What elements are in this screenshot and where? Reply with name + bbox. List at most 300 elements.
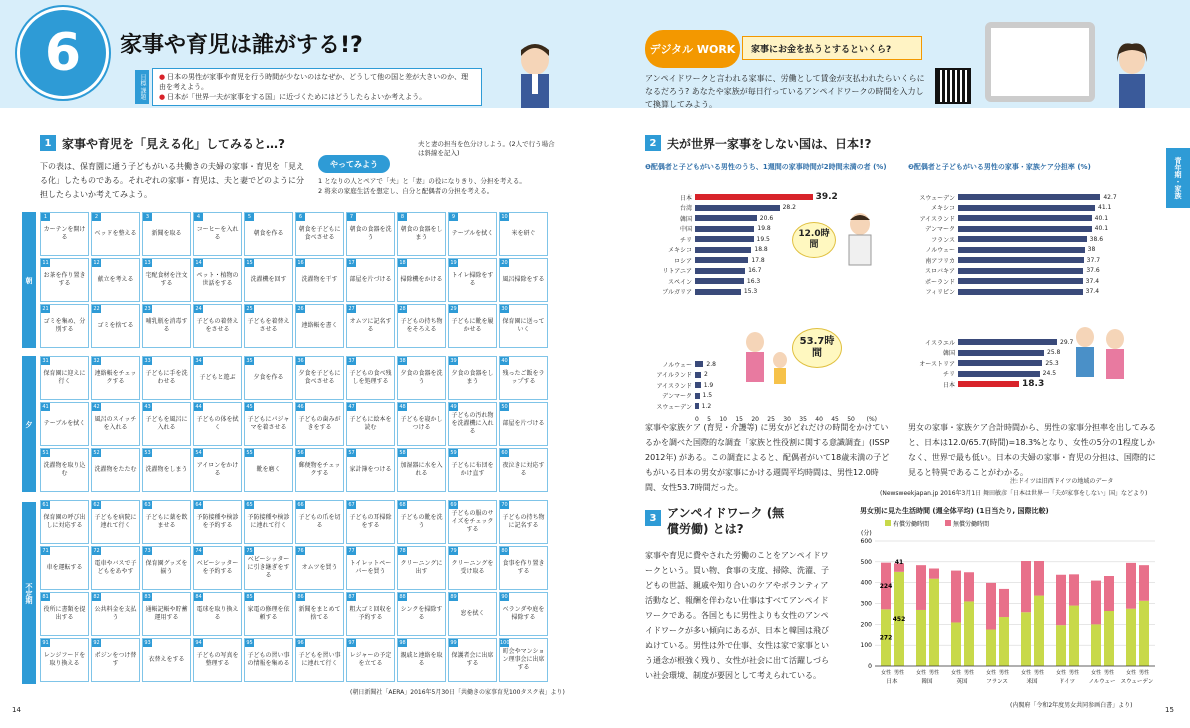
task-number: 37 [348, 358, 355, 364]
task-label: 子どもの歯みがきをする [298, 416, 341, 431]
bar [958, 381, 1019, 387]
paid-work-bar [1069, 606, 1079, 666]
task-cell [397, 212, 446, 256]
task-label: 保育園に迎えに行く [43, 370, 86, 385]
task-cell [142, 592, 191, 636]
task-cell [499, 500, 548, 544]
section-2-body-left: 家事や家族ケア (育児・介護等) に男女がどれだけの時間をかけているかを調べた国際的な調査「家族と性役割に関する意識調査」(ISSP 2012年) がある。この調査によると、配偶者がいて18歳未満の子どもがいる日本の男女が家事にかける週間平均時間は、男性12.0時間、女性53.7時間だった。 [645, 423, 890, 492]
bar [958, 215, 1092, 221]
task-label: 子どもの着替えをさせる [196, 318, 239, 333]
task-grid [40, 212, 553, 684]
task-cell [499, 212, 548, 256]
data-value-label: 272 [879, 634, 893, 642]
task-cell [142, 258, 191, 302]
sex-label: 女性 [1055, 670, 1067, 676]
bar-category-label: メキシコ [668, 247, 692, 255]
bar-category-label: チリ [942, 371, 955, 379]
task-label: 連絡帳を書く [301, 322, 338, 329]
task-number: 77 [348, 548, 355, 554]
sex-label: 男性 [1103, 670, 1115, 676]
goal-item: ● 日本が「世界一夫が家事をする国」に近づくためにはどうしたらよいか考えよう。 [159, 93, 427, 101]
task-label: 朝食を作る [253, 230, 284, 237]
task-label: 加湿器に水を入れる [400, 462, 443, 477]
task-cell [40, 356, 89, 400]
task-cell [40, 212, 89, 256]
task-cell [397, 546, 446, 590]
bar [958, 278, 1083, 284]
task-number: 88 [399, 594, 406, 600]
task-cell [448, 546, 497, 590]
task-number: 84 [195, 594, 202, 600]
task-cell [499, 638, 548, 682]
task-label: シンクを掃除する [400, 606, 443, 621]
task-label: 夕食の食器を洗う [400, 370, 443, 385]
data-value-label: 452 [892, 615, 906, 623]
bar [958, 257, 1084, 263]
task-cell [91, 402, 140, 446]
task-label: 子どもの汚れ物を洗濯機に入れる [451, 412, 494, 435]
task-cell [346, 402, 395, 446]
task-number: 11 [42, 260, 49, 266]
task-number: 57 [348, 450, 355, 456]
task-row [40, 592, 553, 636]
data-value-label: 41 [894, 559, 904, 567]
task-number: 10 [501, 214, 508, 220]
task-number: 54 [195, 450, 202, 456]
sex-label: 女性 [1020, 670, 1032, 676]
task-cell [346, 592, 395, 636]
task-cell [448, 448, 497, 492]
goal-tag: 目標 課題 [135, 70, 149, 104]
task-label: レンジフードを取り換える [43, 652, 86, 667]
bar [695, 268, 745, 274]
task-cell [40, 304, 89, 348]
task-label: 子どもの習い事の情報を集める [247, 652, 290, 667]
man-cooking-icon [835, 210, 885, 270]
task-label: 子どもに薬を飲ませる [145, 514, 188, 529]
bar-value-label: 37.4 [1085, 277, 1100, 285]
sex-label: 男性 [1138, 670, 1150, 676]
bar-row [908, 287, 1138, 298]
bar-value-label: 1.2 [701, 402, 712, 410]
bar-category-label: 韓国 [679, 215, 692, 223]
task-cell [295, 500, 344, 544]
task-label: 食事を作り置きする [502, 560, 545, 575]
task-label: 子どもの靴を洗う [400, 514, 443, 529]
task-label: テーブルを拭く [451, 230, 494, 237]
task-label: 窓を拭く [460, 610, 485, 617]
x-tick-label: 30 [783, 415, 791, 423]
task-cell [295, 356, 344, 400]
task-label: 献立を考える [97, 276, 134, 283]
task-cell [142, 546, 191, 590]
side-tab: 青年期・家族 [1166, 148, 1190, 208]
bar-value-label: 37.4 [1085, 288, 1100, 296]
task-label: ペット・植物の世話をする [196, 272, 239, 287]
task-label: 保育園グッズを揃う [145, 560, 188, 575]
sex-label: 女性 [985, 670, 997, 676]
task-number: 24 [195, 306, 202, 312]
task-cell [397, 638, 446, 682]
task-number: 50 [501, 404, 508, 410]
task-label: トイレ掃除をする [451, 272, 494, 287]
task-cell [295, 592, 344, 636]
task-label: 朝食を子どもに食べさせる [298, 226, 341, 241]
task-number: 30 [501, 306, 508, 312]
task-label: 保育園の呼び出しに対応する [43, 514, 86, 529]
x-axis-unit: (%) [866, 415, 877, 423]
x-tick-label: 50 [847, 415, 855, 423]
bar-category-label: 南アフリカ [925, 257, 955, 265]
task-label: 掃除機をかける [400, 276, 443, 283]
task-number: 67 [348, 502, 355, 508]
task-label: 家電の修理を依頼する [247, 606, 290, 621]
task-number: 78 [399, 548, 406, 554]
task-number: 46 [297, 404, 304, 410]
task-label: ベランダや庭を掃除する [502, 606, 545, 621]
section-2-title: 夫が世界一家事をしない国は、日本!? [667, 137, 872, 151]
task-number: 35 [246, 358, 253, 364]
task-number: 70 [501, 502, 508, 508]
bar-value-label: 37.6 [1086, 267, 1100, 275]
bar-category-label: デンマーク [662, 393, 692, 401]
task-cell [193, 402, 242, 446]
bar-category-label: アイスランド [919, 215, 955, 223]
bar-category-label: オーストリア [919, 360, 955, 368]
bar [695, 194, 813, 200]
task-label: 町会やマンション理事会に出席する [502, 648, 545, 671]
task-label: 新聞を取る [151, 230, 182, 237]
bar-value-label: 39.2 [815, 192, 838, 203]
task-number: 6 [296, 213, 305, 221]
task-label: アイロンをかける [196, 462, 239, 477]
unpaid-work-bar [1139, 565, 1149, 601]
task-cell [40, 592, 89, 636]
task-label: 洗濯機を回す [250, 276, 287, 283]
sex-label: 女性 [1125, 670, 1137, 676]
girl-illustration-icon [1105, 40, 1160, 108]
bar [695, 403, 699, 409]
sex-label: 男性 [963, 670, 975, 676]
task-label: オムツを買う [301, 564, 338, 571]
task-cell [193, 592, 242, 636]
task-label: ゴミを集め、分別する [43, 318, 86, 333]
task-cell [244, 448, 293, 492]
task-number: 56 [297, 450, 304, 456]
bar-value-label: 16.7 [748, 267, 762, 275]
task-number: 86 [297, 594, 304, 600]
task-number: 18 [399, 260, 406, 266]
task-number: 23 [144, 306, 151, 312]
task-number: 90 [501, 594, 508, 600]
bar-value-label: 37.7 [1086, 256, 1101, 264]
page-number-right: 15 [1165, 706, 1174, 714]
task-label: 衣替えをする [148, 656, 185, 663]
task-cell [448, 402, 497, 446]
sex-label: 男性 [1068, 670, 1080, 676]
task-cell [448, 304, 497, 348]
bar-category-label: スウェーデン [919, 194, 955, 202]
bar-value-label: 2 [704, 371, 708, 379]
task-row [40, 638, 553, 682]
bar [695, 361, 703, 367]
task-label: 夕食を作る [253, 374, 284, 381]
task-number: 99 [450, 640, 457, 646]
country-label: スウェーデン [1120, 679, 1154, 685]
bar-category-label: ノルウェー [662, 361, 692, 369]
x-tick-label: 35 [799, 415, 807, 423]
task-row [40, 304, 553, 348]
bar-category-label: メキシコ [931, 205, 955, 213]
task-cell [397, 402, 446, 446]
task-cell [448, 638, 497, 682]
bar-row [908, 234, 1138, 245]
task-cell [346, 638, 395, 682]
task-number: 14 [195, 260, 202, 266]
y-tick-label: 100 [860, 642, 872, 650]
section-3-body: 家事や育児に費やされた労働のことをアンペイドワークという。買い物、食事の支度、掃除、洗濯、子どもの世話、親戚や知り合いのケアやボランティア活動など、報酬を伴わない仕事はすべてアンペイドワークである。各国ともに男性よりも女性のアンペイドワークが多い傾向にあるが、日本と韓国は飛びぬけている。男性は外で仕事、女性は家で家事という通念が根強く残り、女性が社会に出て活躍しづらい社会環境、制度が要因として考えられている。 [645, 551, 829, 680]
digital-description: アンペイドワークと言われる家事に、労働として賃金が支払われたらいくらになるだろう? あなたや家族が毎日行っているアンペイドワークの時間を入力して換算してみよう。 [645, 74, 925, 109]
task-number: 15 [246, 260, 253, 266]
task-number: 45 [246, 404, 253, 410]
task-number: 55 [246, 450, 253, 456]
tablet-screenshot-icon [985, 22, 1095, 102]
task-label: 新聞をまとめて捨てる [298, 606, 341, 621]
task-label: 子どもを病院に連れて行く [94, 514, 137, 529]
goal-item: ● 日本の男性が家事や育児を行う時間が少ないのはなぜか、どうして他の国と差が大きいのか、理由を考えよう。 [159, 73, 469, 91]
paid-work-bar [929, 579, 939, 666]
task-label: 家計簿をつける [349, 466, 392, 473]
task-cell [91, 592, 140, 636]
bar [695, 289, 741, 295]
bar-value-label: 24.5 [1042, 370, 1057, 378]
task-number: 38 [399, 358, 406, 364]
bar-category-label: 日本 [679, 194, 692, 202]
task-label: 子どもの写真を整理する [196, 652, 239, 667]
try-note: 夫と妻の担当を色分けしよう。(2人で行う場合は斜線を記入) [418, 140, 555, 157]
task-cell [346, 448, 395, 492]
task-label: 郵便物をチェックする [298, 462, 341, 477]
task-cell [91, 638, 140, 682]
task-cell [91, 448, 140, 492]
bar [958, 350, 1044, 356]
unpaid-work-bar [999, 589, 1009, 617]
bar-value-label: 16.3 [746, 277, 761, 285]
task-number: 16 [297, 260, 304, 266]
task-number: 28 [399, 306, 406, 312]
chart-1-title: ❶配偶者と子どもがいる男性のうち、1週間の家事時間が2時間未満の者 (%) [645, 163, 887, 171]
task-label: コーヒーを入れる [196, 226, 239, 241]
bar-value-label: 41.1 [1098, 204, 1112, 212]
x-tick-label: 25 [767, 415, 775, 423]
task-label: 親戚と連絡を取る [400, 652, 443, 667]
bar [958, 339, 1057, 345]
section-2-source: (Newsweekjapan.jp 2016年3月1日 舞田敏彦「日本は世界一「夫が家事をしない」国」などより) [880, 490, 1148, 497]
task-cell [91, 258, 140, 302]
bar-value-label: 38.6 [1089, 235, 1104, 243]
task-cell [142, 212, 191, 256]
bar [695, 226, 754, 232]
task-cell [295, 304, 344, 348]
country-label: ノルウェー [1088, 679, 1116, 685]
legend-label: 無償労働時間 [953, 521, 990, 528]
bar-row [908, 255, 1138, 266]
sex-label: 女性 [1090, 670, 1102, 676]
task-label: クリーニングに出す [400, 560, 443, 575]
task-label: 朝食の食器をしまう [400, 226, 443, 241]
task-cell [142, 638, 191, 682]
unpaid-work-bar [1069, 574, 1079, 605]
task-cell [346, 258, 395, 302]
unpaid-work-bar [986, 583, 996, 630]
bar-row [645, 401, 885, 412]
task-cell [448, 592, 497, 636]
task-number: 27 [348, 306, 355, 312]
task-row [40, 212, 553, 256]
task-cell [397, 304, 446, 348]
task-number: 94 [195, 640, 202, 646]
bar-value-label: 28.2 [782, 204, 796, 212]
task-label: 子どもの耳掃除をする [349, 514, 392, 529]
paid-work-bar [1034, 596, 1044, 666]
task-cell [40, 546, 89, 590]
task-cell [448, 212, 497, 256]
task-label: 靴を磨く [256, 466, 281, 473]
bar-category-label: スペイン [667, 278, 692, 286]
task-label: 子どもの服のサイズをチェックする [451, 510, 494, 533]
task-row [40, 402, 553, 446]
task-number: 12 [93, 260, 100, 266]
task-label: お茶を作り置きする [43, 272, 86, 287]
task-label: 子どもの持ち物をそろえる [400, 318, 443, 333]
bar-value-label: 25.8 [1047, 349, 1061, 357]
try-items [318, 176, 558, 196]
country-label: ドイツ [1058, 679, 1076, 685]
task-number: 93 [144, 640, 151, 646]
task-label: 夜泣きに対応する [502, 462, 545, 477]
task-cell [295, 212, 344, 256]
try-item: 2 将来の家庭生活を想定し、自分と配偶者の分担を考える。 [318, 187, 494, 195]
bar-category-label: 中国 [679, 226, 692, 234]
bar-category-label: 韓国 [942, 350, 955, 358]
chart-3 [845, 516, 1160, 696]
bar [695, 372, 701, 378]
task-number: 32 [93, 358, 100, 364]
task-label: 洗濯物をたたむ [94, 466, 137, 473]
bar-value-label: 18.8 [754, 246, 768, 254]
task-label: 子どもの爪を切る [298, 514, 341, 529]
task-label: 洗濯物をしまう [145, 466, 188, 473]
bar-category-label: リトアニア [662, 268, 692, 276]
task-number: 21 [42, 306, 49, 312]
task-cell [448, 500, 497, 544]
task-label: 電球を取り換える [196, 606, 239, 621]
unpaid-work-bar [929, 569, 939, 579]
unpaid-work-bar [1104, 576, 1114, 611]
task-number: 47 [348, 404, 355, 410]
task-cell [244, 258, 293, 302]
task-cell [397, 500, 446, 544]
task-number: 9 [449, 213, 458, 221]
y-tick-label: 500 [860, 558, 872, 566]
bar-category-label: イスラエル [925, 339, 955, 347]
task-number: 82 [93, 594, 100, 600]
task-label: ベビーシッターに引き継ぎをする [247, 556, 290, 579]
task-cell [295, 638, 344, 682]
task-label: 粗大ゴミ回収を予約する [349, 606, 392, 621]
bar [958, 268, 1083, 274]
task-cell [142, 356, 191, 400]
task-label: 子どもを風呂に入れる [145, 416, 188, 431]
bar-value-label: 40.1 [1094, 214, 1109, 222]
task-cell [142, 402, 191, 446]
task-number: 43 [144, 404, 151, 410]
bar-value-label: 42.7 [1103, 193, 1117, 201]
task-label: カーテンを開ける [43, 226, 86, 241]
task-label: オムツに記名する [349, 318, 392, 333]
task-number: 31 [42, 358, 49, 364]
task-number: 80 [501, 548, 508, 554]
task-number: 5 [245, 213, 254, 221]
digital-work-badge: デジタル WORK [645, 30, 740, 68]
task-cell [295, 402, 344, 446]
bar [695, 205, 780, 211]
task-cell [91, 304, 140, 348]
task-number: 2 [92, 213, 101, 221]
task-cell [499, 592, 548, 636]
task-number: 75 [246, 548, 253, 554]
section-1-source: (朝日新聞社「AERA」2016年5月30日「共働きの家事育児100タスク表」より) [350, 689, 565, 696]
legend-swatch [945, 520, 951, 526]
task-number: 91 [42, 640, 49, 646]
task-cell [193, 448, 242, 492]
country-label: フランス [986, 679, 1008, 685]
task-cell [193, 212, 242, 256]
task-cell [244, 304, 293, 348]
task-label: 子どもの食べ残しを処理する [349, 370, 392, 385]
sex-label: 男性 [928, 670, 940, 676]
paid-work-bar [1126, 609, 1136, 666]
task-row [40, 448, 553, 492]
bar-row [645, 276, 885, 287]
task-label: 子どもを習い事に連れて行く [298, 652, 341, 667]
task-label: 夕食を子どもに食べさせる [298, 370, 341, 385]
sex-label: 男性 [1033, 670, 1045, 676]
task-label: トイレットペーパーを買う [349, 560, 392, 575]
task-label: 残ったご飯をラップする [502, 370, 545, 385]
qr-code-icon[interactable] [935, 68, 971, 104]
sex-label: 女性 [915, 670, 927, 676]
task-number: 13 [144, 260, 151, 266]
y-tick-label: 600 [860, 538, 872, 545]
task-cell [448, 356, 497, 400]
task-label: 子どもを寝かしつける [400, 416, 443, 431]
bar [958, 236, 1087, 242]
goal-box [152, 68, 482, 106]
section-2-number: 2 [645, 135, 661, 151]
task-label: 洗濯物を干す [301, 276, 338, 283]
task-cell [40, 638, 89, 682]
task-number: 41 [42, 404, 49, 410]
task-number: 68 [399, 502, 406, 508]
bar-row [908, 245, 1138, 256]
bar [695, 215, 757, 221]
task-cell [346, 500, 395, 544]
task-number: 7 [347, 213, 356, 221]
task-cell [142, 500, 191, 544]
task-cell [295, 448, 344, 492]
task-label: ベッドを整える [94, 230, 137, 237]
